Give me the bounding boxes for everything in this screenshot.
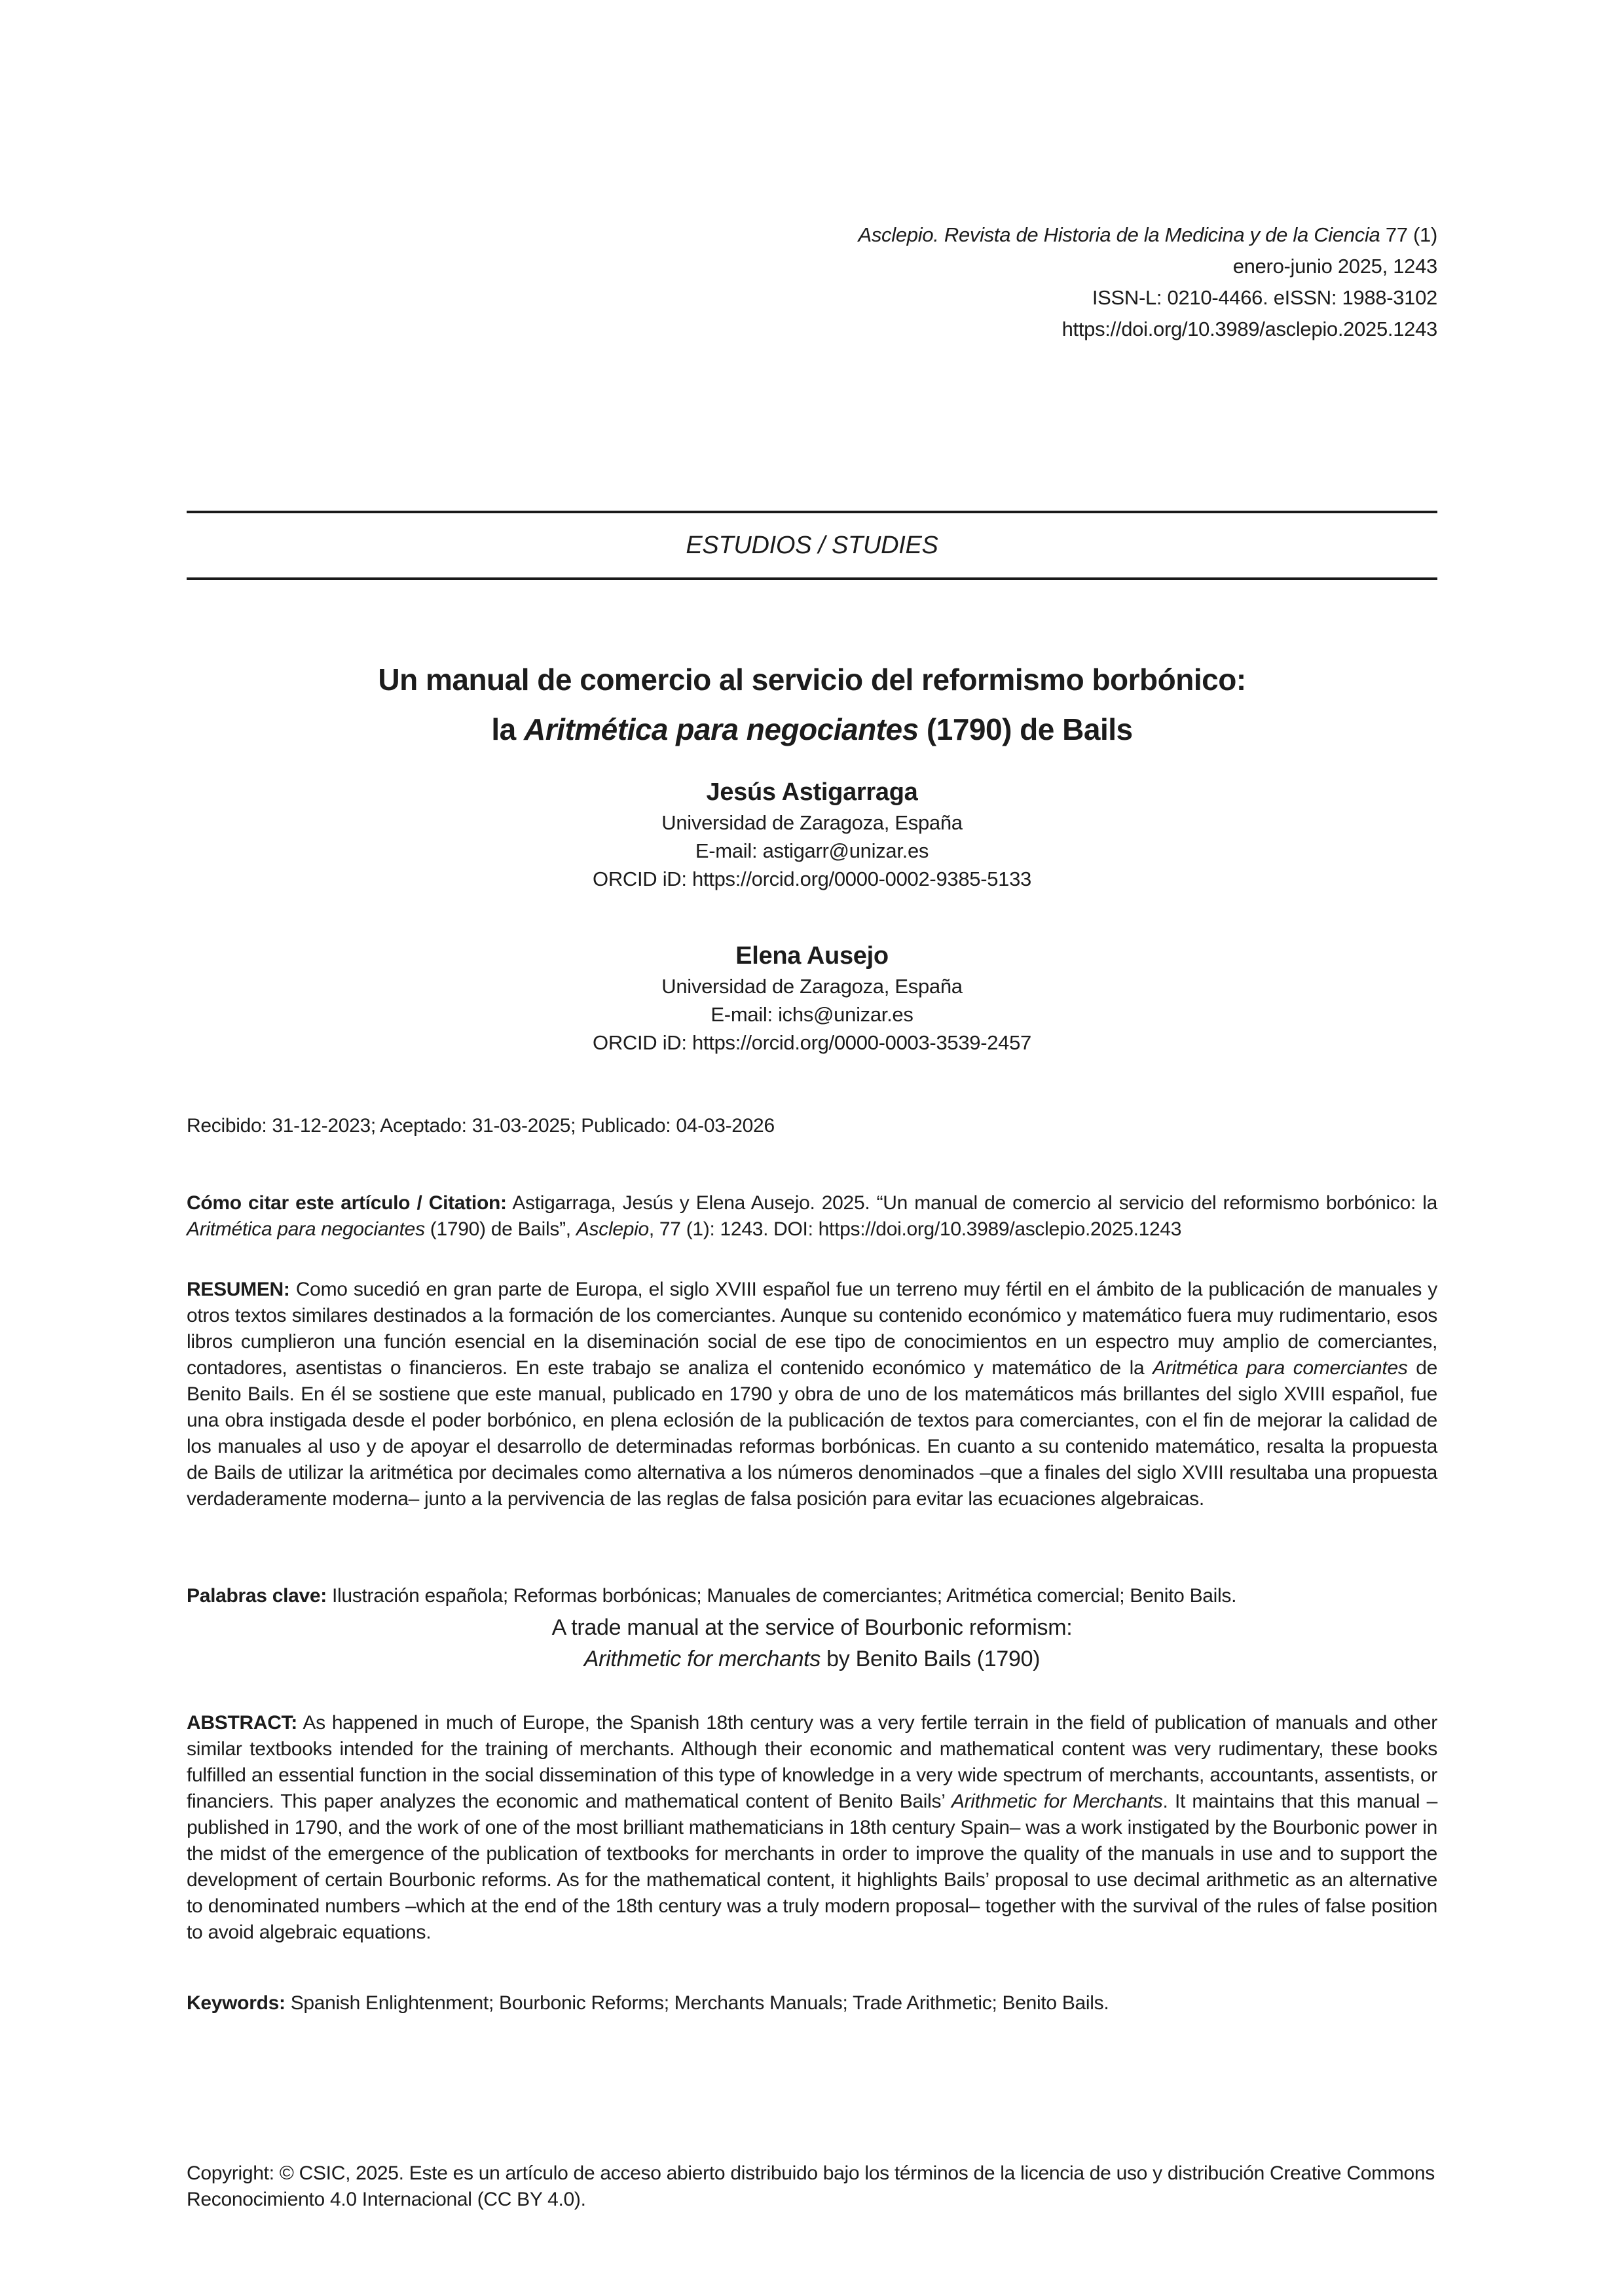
article-title-work-name: Aritmética para negociantes (524, 712, 919, 746)
palabras-clave-label: Palabras clave: (187, 1585, 327, 1607)
article-dates-line: Recibido: 31-12-2023; Aceptado: 31-03-2025; Publicado: 04-03-2026 (187, 1115, 775, 1137)
journal-title-line (187, 219, 1437, 251)
journal-name: Asclepio. Revista de Historia de la Medicina y de la Ciencia (858, 223, 1380, 246)
author-2-orcid-link[interactable]: ORCID iD: https://orcid.org/0000-0003-3539-2457 (593, 1031, 1031, 1054)
resumen-part2: de Benito Bails. En él se sostiene que este manual, publicado en 1790 y obra de uno de los matemáticos más brillantes del siglo XVIII español, fue una obra instigada desde el poder borbónico, en plena eclosión de la publicación de textos para comerciantes, con el fin de mejorar la calidad de los manuales al uso y de apoyar el desarrollo de determinadas reformas borbónicas. En cuanto a su contenido matemático, resalta la propuesta de Bails de utilizar la aritmética por decimales como alternativa a los números denominados –que a finales del siglo XVIII resultaba una propuesta verdaderamente moderna– junto a la pervivencia de las reglas de falsa posición para evitar las ecuaciones algebraicas. (187, 1357, 1438, 1510)
citation-journal-name: Asclepio (576, 1218, 649, 1240)
author-block-1 (187, 776, 1437, 893)
keywords-line (187, 1990, 1437, 2016)
resumen-label: RESUMEN: (187, 1279, 290, 1300)
article-title-line2-suffix: (1790) de Bails (918, 712, 1133, 746)
citation-part1: Astigarraga, Jesús y Elena Ausejo. 2025. “Un manual de comercio al servicio del reformismo borbónico: la (506, 1192, 1437, 1214)
english-title (187, 1612, 1437, 1675)
section-banner-label: ESTUDIOS / STUDIES (686, 532, 938, 559)
journal-doi-link[interactable] (187, 314, 1437, 345)
abstract-part1: As happened in much of Europe, the Spanish 18th century was a very fertile terrain in the field of publication of manuals and other similar textbooks intended for the training of merchants. Although their economic and mathematical content was very rudimentary, these books fulfilled an essential function in the social dissemination of this type of knowledge in a very wide spectrum of merchants, accountants, assentists, or financiers. This paper analyzes the economic and mathematical content of Benito Bails’ (187, 1712, 1437, 1812)
citation-part2: (1790) de Bails”, (424, 1218, 576, 1240)
keywords-label: Keywords: (187, 1992, 286, 2014)
citation-part3: , 77 (1): 1243. DOI: https://doi.org/10.3989/asclepio.2025.1243 (648, 1218, 1182, 1240)
section-banner (187, 511, 1437, 580)
author-block-2 (187, 939, 1437, 1057)
author-1-orcid-link[interactable]: ORCID iD: https://orcid.org/0000-0002-9385-5133 (593, 867, 1031, 890)
article-title-line1: Un manual de comercio al servicio del reformismo borbónico: (378, 663, 1246, 697)
author-2-email-link[interactable]: E-mail: ichs@unizar.es (710, 1003, 913, 1026)
keywords-text: Spanish Enlightenment; Bourbonic Reforms; Merchants Manuals; Trade Arithmetic; Benito Bails. (285, 1992, 1109, 2014)
palabras-clave-line (187, 1583, 1437, 1609)
author-1-name: Jesús Astigarraga (706, 778, 918, 806)
abstract-work-name: Arithmetic for Merchants (951, 1791, 1163, 1812)
palabras-clave-text: Ilustración española; Reformas borbónicas; Manuales de comerciantes; Aritmética comercial; Benito Bails. (326, 1585, 1237, 1607)
abstract-part2: . It maintains that this manual –published in 1790, and the work of one of the most brilliant mathematicians in 18th century Spain– was a work instigated by the Bourbonic power in the midst of the emergence of the publication of textbooks for merchants in order to improve the quality of the manuals in use and to support the development of certain Bourbonic reforms. As for the mathematical content, it highlights Bails’ proposal to use decimal arithmetic as an alternative to denominated numbers –which at the end of the 18th century was a truly modern proposal– together with the survival of the rules of false position to avoid algebraic equations. (187, 1791, 1437, 1943)
article-title (187, 655, 1437, 754)
english-title-line2-suffix: by Benito Bails (1790) (821, 1647, 1041, 1671)
abstract-paragraph (187, 1710, 1437, 1946)
journal-issue: 77 (1) (1380, 223, 1437, 246)
citation-work-name: Aritmética para negociantes (187, 1218, 425, 1240)
author-1-affiliation: Universidad de Zaragoza, España (661, 811, 963, 834)
author-1-email-link[interactable]: E-mail: astigarr@unizar.es (695, 839, 929, 862)
doi-url[interactable]: https://doi.org/10.3989/asclepio.2025.1243 (1061, 318, 1437, 340)
citation-paragraph (187, 1190, 1437, 1243)
journal-issn-line: ISSN-L: 0210-4466. eISSN: 1988-3102 (1092, 286, 1437, 309)
english-title-line2 (187, 1643, 1437, 1675)
english-title-work-name: Arithmetic for merchants (583, 1647, 821, 1671)
journal-masthead (187, 219, 1437, 345)
journal-date-line: enero-junio 2025, 1243 (1232, 255, 1437, 278)
resumen-paragraph (187, 1277, 1437, 1512)
author-2-name: Elena Ausejo (735, 942, 889, 970)
article-title-line2-prefix: la (491, 712, 525, 746)
resumen-work-name: Aritmética para comerciantes (1153, 1357, 1408, 1379)
resumen-part1: Como sucedió en gran parte de Europa, el siglo XVIII español fue un terreno muy fértil en el ámbito de la publicación de manuales y otros textos similares destinados a la formación de los comerciantes. Aunque su contenido económico y matemático fuera muy rudimentario, esos libros cumplieron una función esencial en la diseminación social de ese tipo de conocimientos en un espectro muy amplio de comerciantes, contadores, asentistas o financieros. En este trabajo se analiza el contenido económico y matemático de la (187, 1279, 1437, 1379)
author-2-affiliation: Universidad de Zaragoza, España (661, 975, 963, 998)
abstract-label: ABSTRACT: (187, 1712, 297, 1734)
english-title-line1: A trade manual at the service of Bourbonic reformism: (551, 1615, 1073, 1640)
copyright-notice: Copyright: © CSIC, 2025. Este es un artículo de acceso abierto distribuido bajo los términos de la licencia de uso y distribución Creative Commons Reconocimiento 4.0 Internacional (CC BY 4.0). (187, 2162, 1435, 2210)
citation-label: Cómo citar este artículo / Citation: (187, 1192, 507, 1214)
